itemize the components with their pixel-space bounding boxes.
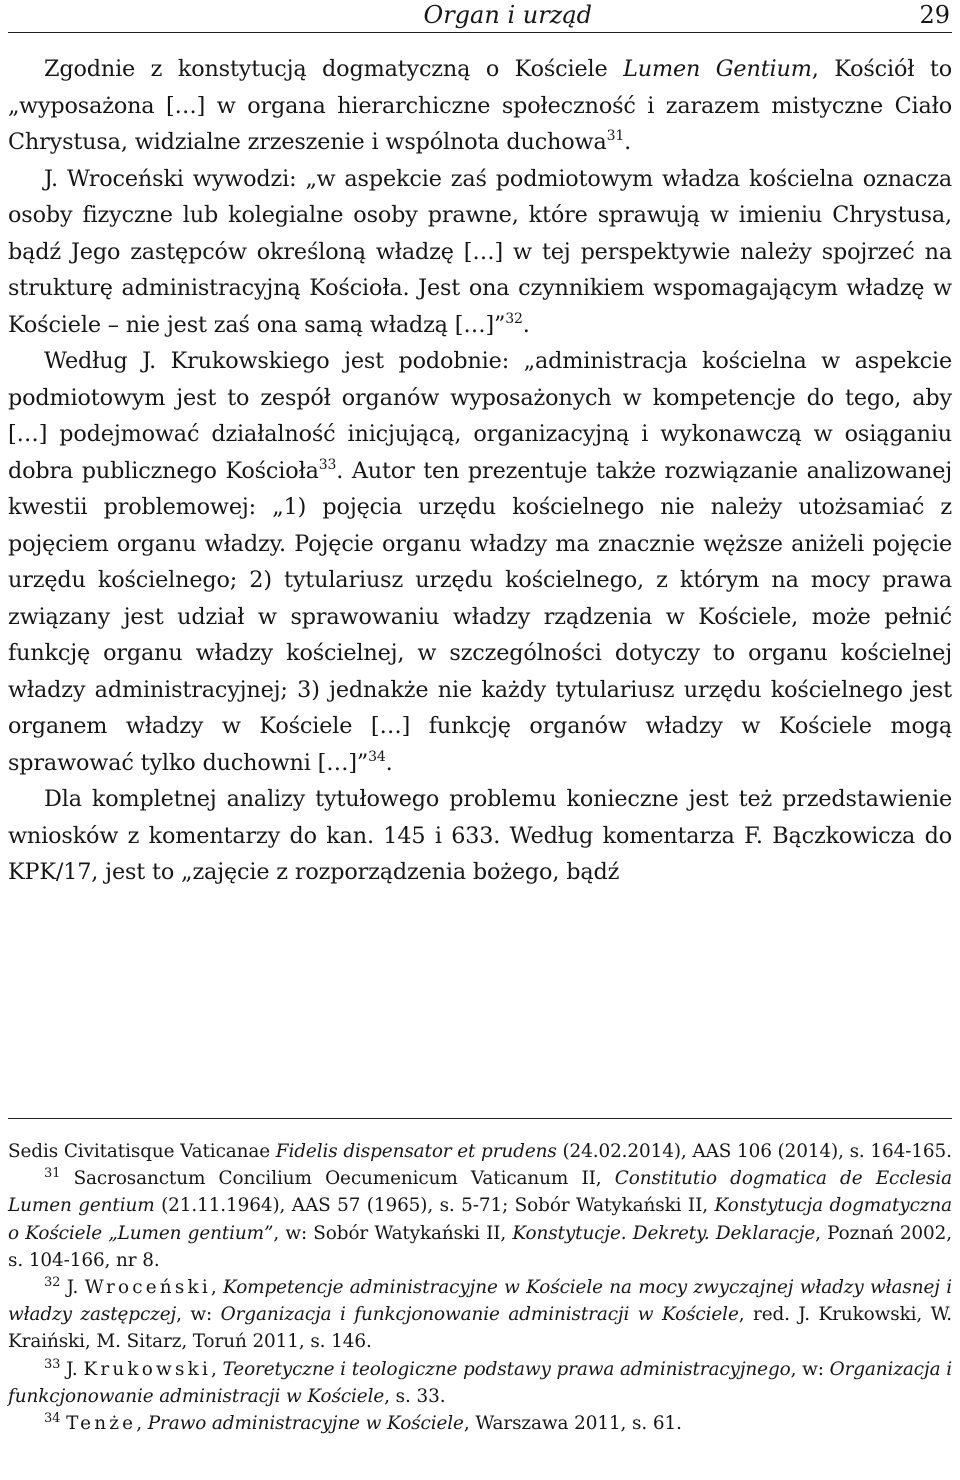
footnote-continuation — [8, 1138, 952, 1165]
main-text — [8, 51, 952, 891]
text-run: Według J. Krukowskiego jest podobnie: „administracja kościelna w aspekcie podmiotowym jest to zespół organów wyposażonych w kompetencje do tego, aby […] podejmować działalność inicjującą, organizacyjną i wykonawczą w osiąganiu dobra publicznego Kościoła — [8, 348, 952, 484]
text-run: , s. 33. — [384, 1385, 446, 1407]
text-run: J. — [60, 1277, 85, 1299]
footnote-34 — [8, 1410, 952, 1437]
footnotes — [8, 1138, 952, 1437]
paragraph-3 — [8, 343, 952, 781]
footnote-31 — [8, 1165, 952, 1274]
author-name: Krukowski — [83, 1358, 212, 1380]
italic-title: Kompetencje administracyjne w Kościele na mocy zwyczajnej władzy własnej i władzy zastępczej — [8, 1277, 952, 1326]
text-run: , Kościół to „wyposażona […] w organa hierarchiczne społeczność i zarazem mistyczne Ciało Chrystusa, widzialne zrzeszenie i wspólnota duchowa — [8, 56, 952, 155]
text-run: , Poznań 2002, s. 104-166, nr 8. — [8, 1222, 952, 1271]
text-run: (24.02.2014), AAS 106 (2014), s. 164-165. — [556, 1141, 952, 1162]
text-run: , w: — [790, 1358, 830, 1380]
footnote-ref-34[interactable]: 34 — [368, 748, 386, 765]
text-run: J. Wroceński wywodzi: „w aspekcie zaś podmiotowym władza kościelna oznacza osoby fizyczne lub kolegialne osoby prawne, które sprawują w imieniu Chrystusa, bądź Jego zastępców określoną władzę […] w tej perspektywie należy spojrzeć na strukturę administracyjną Kościoła. Jest ona czynnikiem wspomagającym władzę w Kościele – nie jest zaś ona samą władzą […]” — [8, 165, 952, 338]
footnote-divider — [8, 1118, 952, 1119]
footnote-ref-33[interactable]: 33 — [318, 456, 337, 473]
paragraph-1 — [8, 51, 952, 161]
text-run: , — [210, 1277, 224, 1299]
text-run: , w: Sobór Watykański II, — [273, 1222, 513, 1244]
italic-title: Organizacja i funkcjonowanie administracji w Kościele — [220, 1304, 739, 1326]
text-run: . — [385, 749, 393, 776]
author-name: Wroceński — [84, 1277, 211, 1299]
italic-title: Constitutio dogmatica de Ecclesia Lumen gentium — [8, 1168, 952, 1217]
footnote-ref-31[interactable]: 31 — [606, 128, 625, 144]
text-run: , Warszawa 2011, s. 61. — [463, 1413, 682, 1435]
footnote-number: 34 — [44, 1411, 61, 1427]
text-run: , red. J. Krukowski, W. Kraiński, M. Sitarz, Toruń 2011, s. 146. — [8, 1304, 952, 1353]
text-run: . — [624, 129, 632, 155]
text-run: , w: — [176, 1304, 221, 1326]
footnote-number: 31 — [44, 1166, 61, 1182]
italic-title: Fidelis dispensator et prudens — [275, 1141, 557, 1162]
text-run: Sacrosanctum Concilium Oecumenicum Vaticanum II, — [60, 1168, 615, 1190]
text-run: . — [522, 311, 530, 338]
text-run: , — [136, 1413, 148, 1435]
running-head — [8, 0, 952, 33]
footnote-33 — [8, 1356, 952, 1410]
italic-title: Konstytucja dogmatyczna o Kościele „Lumen gentium” — [8, 1195, 952, 1244]
author-name: Tenże — [66, 1413, 137, 1435]
italic-title: Organizacja i funkcjonowanie administracji w Kościele — [8, 1358, 952, 1407]
text-run: (21.11.1964), AAS 57 (1965), s. 5-71; Sobór Watykański II, — [154, 1195, 715, 1217]
paragraph-2 — [8, 161, 952, 344]
italic-title: Prawo administracyjne w Kościele — [147, 1413, 464, 1435]
page-number: 29 — [919, 1, 950, 29]
text-run: Sedis Civitatisque Vaticanae — [8, 1141, 276, 1162]
paragraph-4: Dla kompletnej analizy tytułowego problemu konieczne jest też przedstawienie wniosków z komentarzy do kan. 145 i 633. Według komentarza F. Bączkowicza do KPK/17, jest to „zajęcie z rozporządzenia bożego, bądź — [8, 786, 952, 885]
running-head-title: Organ i urząd — [423, 1, 592, 29]
text-run: . Autor ten prezentuje także rozwiązanie analizowanej kwestii problemowej: „1) pojęcia urzędu kościelnego nie należy utożsamiać z pojęciem organu władzy. Pojęcie organu władzy ma znacznie węższe aniżeli pojęcie urzędu kościelnego; 2) tytulariusz urzędu kościelnego, z którym na mocy prawa związany jest udział w sprawowaniu władzy rządzenia w Kościele, może pełnić funkcję organu władzy kościelnej, w szczególności dotyczy to organu kościelnej władzy administracyjnej; 3) jednakże nie każdy tytulariusz urzędu kościelnego jest organem władzy w Kościele […] funkcję organów władzy w Kościele mogą sprawować tylko duchowni […]” — [8, 457, 953, 776]
italic-title: Lumen Gentium — [623, 56, 812, 82]
footnote-32 — [8, 1274, 952, 1356]
italic-title: Teoretyczne i teologiczne podstawy prawa administracyjnego — [222, 1358, 791, 1380]
text-run: Zgodnie z konstytucją dogmatyczną o Kościele — [44, 56, 624, 82]
text-run: J. — [60, 1358, 84, 1380]
text-run: , — [211, 1358, 223, 1380]
footnote-number: 33 — [44, 1356, 61, 1372]
footnote-ref-32[interactable]: 32 — [505, 310, 523, 327]
footnote-number: 32 — [44, 1275, 61, 1291]
italic-title: Konstytucje. Dekrety. Deklaracje — [512, 1222, 816, 1244]
